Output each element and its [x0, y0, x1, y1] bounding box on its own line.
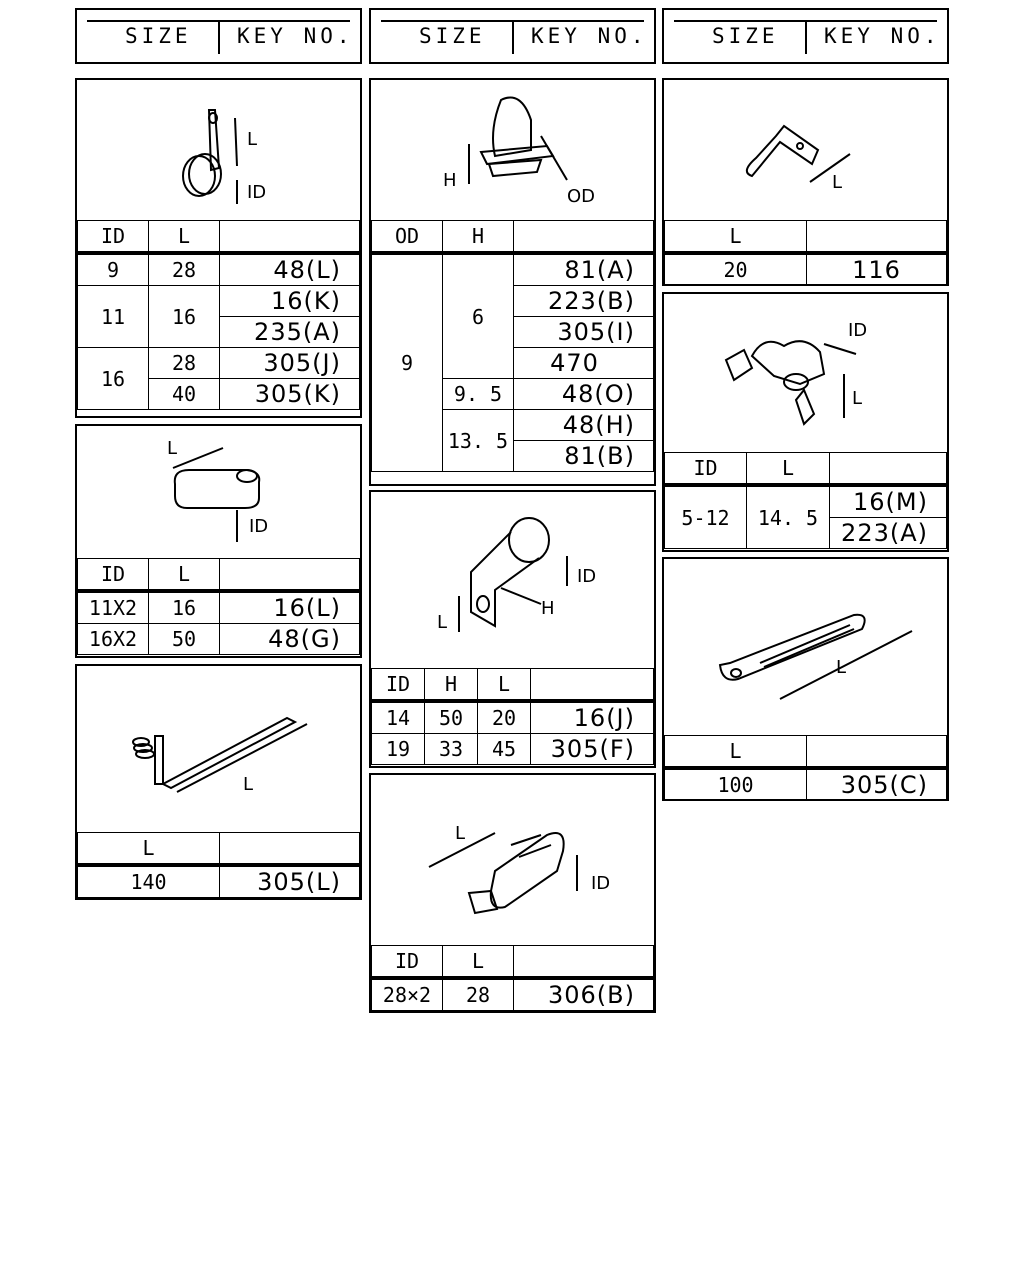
cell-id: 16X2 [78, 624, 149, 655]
cell-id: 9 [78, 253, 149, 286]
col-l: L [443, 946, 514, 979]
col-od: OD [372, 221, 443, 254]
strap-clip-drawing [77, 666, 360, 834]
cell-id: 19 [372, 734, 425, 765]
cell-l: 28 [149, 253, 220, 286]
clip-panel-bracket [369, 490, 656, 768]
clip-strap-table [77, 832, 360, 898]
cell-key: 16(J) [531, 701, 654, 734]
cell-id: 14 [372, 701, 425, 734]
bracket-clip-drawing [371, 492, 654, 668]
cell-id: 16 [78, 348, 149, 410]
col-l: L [78, 833, 220, 866]
cell-key: 305(C) [807, 768, 947, 801]
header-key-label: KEY NO. [237, 24, 354, 48]
cell-key: 305(F) [531, 734, 654, 765]
cell-h: 33 [425, 734, 478, 765]
dim-id: ID [577, 566, 597, 587]
ring-clip-drawing [77, 80, 360, 220]
header-divider [805, 22, 807, 54]
col-id: ID [78, 221, 149, 254]
col-id: ID [78, 559, 149, 592]
cell-l: 100 [665, 768, 807, 801]
cell-od: 9 [372, 253, 443, 472]
clip-ring-table [77, 220, 360, 410]
col-key [514, 221, 654, 254]
header-col-2 [369, 8, 656, 64]
col-key [807, 221, 947, 254]
dim-h: H [541, 598, 555, 619]
header-size-label: SIZE [125, 24, 192, 48]
clip-panel-push [369, 78, 656, 486]
cell-id: 5-12 [665, 485, 747, 549]
cell-h: 50 [425, 701, 478, 734]
cell-id: 11X2 [78, 591, 149, 624]
dim-l: L [455, 823, 466, 844]
header-col-3 [662, 8, 949, 64]
col-l: L [149, 221, 220, 254]
dim-id: ID [249, 516, 269, 537]
cell-key: 81(A) [514, 253, 654, 286]
col-key [830, 453, 947, 486]
col-h: H [443, 221, 514, 254]
cell-l: 14. 5 [747, 485, 830, 549]
col-l: L [665, 736, 807, 769]
header-col-1 [75, 8, 362, 64]
cell-key: 305(I) [514, 317, 654, 348]
cell-l: 20 [478, 701, 531, 734]
cell-l: 28 [149, 348, 220, 379]
push-clip-drawing [371, 80, 654, 220]
dim-l: L [852, 388, 863, 409]
clip-panel-hook [662, 78, 949, 286]
col-l: L [478, 669, 531, 702]
dim-h: H [443, 170, 457, 191]
cell-key: 305(J) [220, 348, 360, 379]
col-h: H [425, 669, 478, 702]
cell-l: 50 [149, 624, 220, 655]
col-id: ID [372, 946, 443, 979]
dim-l: L [437, 612, 448, 633]
col-key [220, 221, 360, 254]
cell-l: 16 [149, 591, 220, 624]
clip-panel-ring [75, 78, 362, 418]
cell-id: 28×2 [372, 978, 443, 1011]
twin-clip-drawing [664, 294, 947, 454]
cell-h: 13. 5 [443, 410, 514, 472]
header-key-label: KEY NO. [824, 24, 941, 48]
clip-slotted-table [664, 735, 947, 801]
dim-id: ID [247, 182, 267, 203]
cell-key: 48(G) [220, 624, 360, 655]
oval-clip-drawing [77, 426, 360, 560]
hook-clip-drawing [664, 80, 947, 220]
cell-key: 48(L) [220, 253, 360, 286]
cell-key: 16(M) [830, 485, 947, 518]
cell-key: 306(B) [514, 978, 654, 1011]
cell-key: 235(A) [220, 317, 360, 348]
cell-l: 140 [78, 865, 220, 898]
cell-l: 45 [478, 734, 531, 765]
cell-key: 16(L) [220, 591, 360, 624]
clip-push-table [371, 220, 654, 472]
cell-l: 20 [665, 253, 807, 286]
clip-panel-double [369, 773, 656, 1013]
clip-oval-table [77, 558, 360, 655]
clip-double-table [371, 945, 654, 1011]
slotted-strap-drawing [664, 559, 947, 735]
col-l: L [747, 453, 830, 486]
header-key-label: KEY NO. [531, 24, 648, 48]
clip-twin-table [664, 452, 947, 549]
cell-l: 16 [149, 286, 220, 348]
col-l: L [665, 221, 807, 254]
col-key [531, 669, 654, 702]
col-key [514, 946, 654, 979]
col-key [220, 559, 360, 592]
dim-od: OD [567, 186, 596, 207]
cell-key: 223(A) [830, 518, 947, 549]
cell-key: 116 [807, 253, 947, 286]
header-divider [218, 22, 220, 54]
clip-panel-slotted [662, 557, 949, 801]
cell-l: 28 [443, 978, 514, 1011]
clip-panel-twin [662, 292, 949, 552]
col-key [807, 736, 947, 769]
clip-panel-strap [75, 664, 362, 900]
double-clip-drawing [371, 775, 654, 945]
clip-panel-oval [75, 424, 362, 658]
col-key [220, 833, 360, 866]
cell-key: 81(B) [514, 441, 654, 472]
cell-key: 305(K) [220, 379, 360, 410]
header-size-label: SIZE [712, 24, 779, 48]
dim-l: L [832, 172, 843, 193]
dim-id: ID [848, 320, 868, 341]
cell-key: 470 [514, 348, 654, 379]
cell-key: 16(K) [220, 286, 360, 317]
clip-bracket-table [371, 668, 654, 765]
cell-l: 40 [149, 379, 220, 410]
dim-l: L [836, 657, 847, 678]
cell-h: 6 [443, 253, 514, 379]
cell-key: 305(L) [220, 865, 360, 898]
header-size-label: SIZE [419, 24, 486, 48]
dim-id: ID [591, 873, 611, 894]
dim-l: L [247, 129, 258, 150]
cell-key: 223(B) [514, 286, 654, 317]
cell-key: 48(H) [514, 410, 654, 441]
dim-l: L [243, 774, 254, 795]
header-divider [512, 22, 514, 54]
col-l: L [149, 559, 220, 592]
cell-key: 48(O) [514, 379, 654, 410]
col-id: ID [665, 453, 747, 486]
cell-h: 9. 5 [443, 379, 514, 410]
dim-l: L [167, 438, 178, 459]
cell-id: 11 [78, 286, 149, 348]
col-id: ID [372, 669, 425, 702]
clip-hook-table [664, 220, 947, 286]
